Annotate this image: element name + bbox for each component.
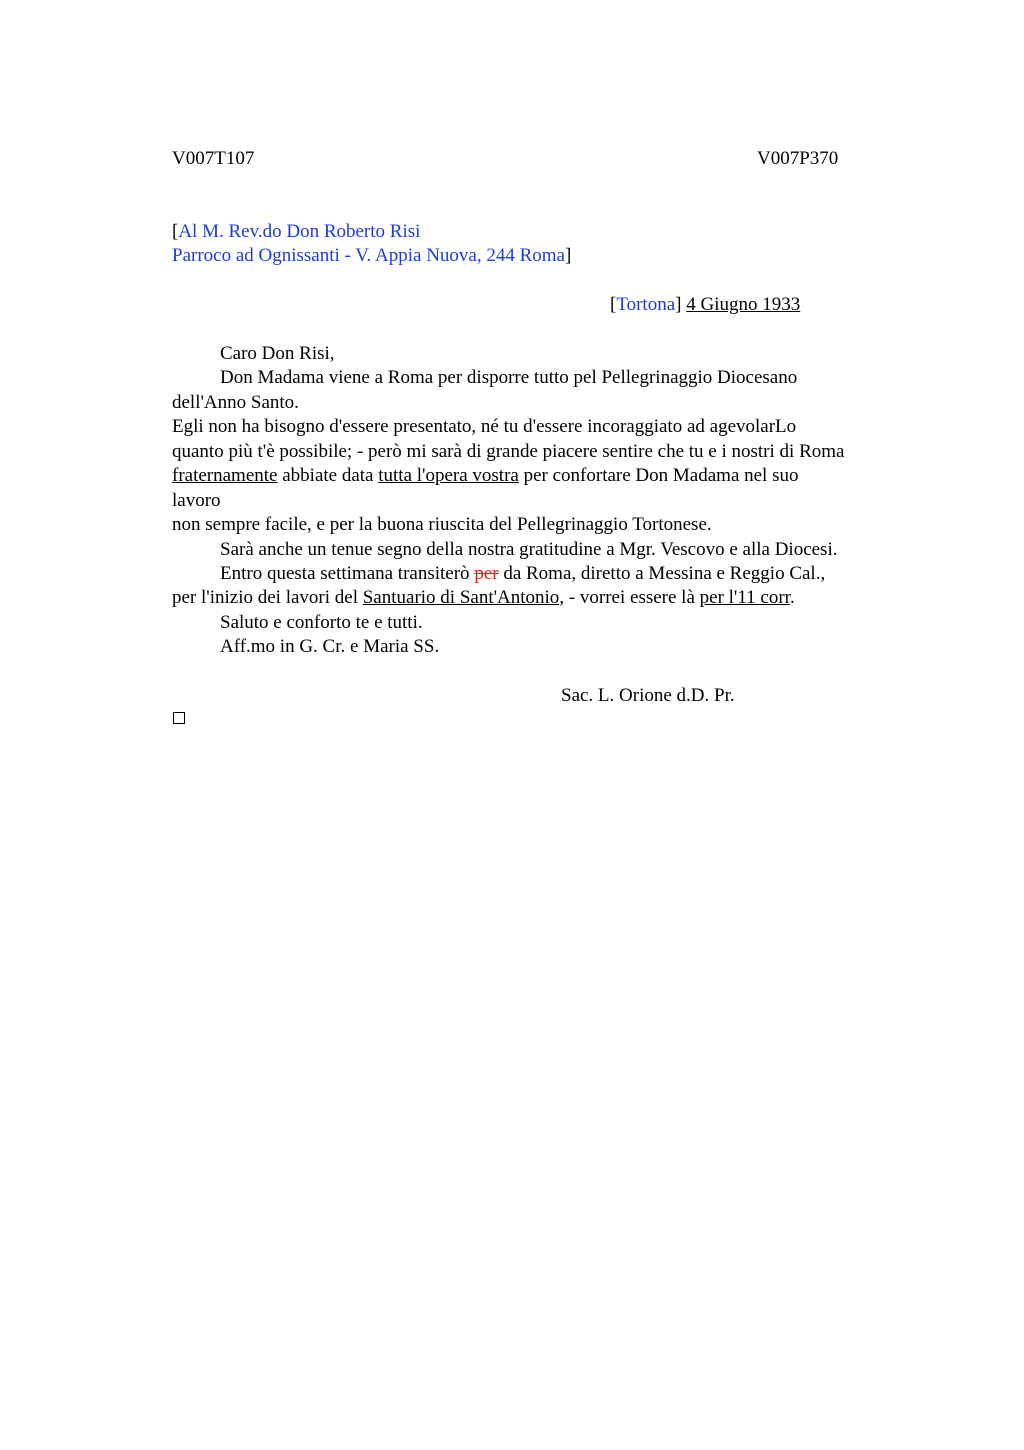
end-of-document-marker	[173, 712, 185, 724]
document-code-right: V007P370	[757, 148, 839, 169]
struck-out-text: per	[474, 563, 499, 584]
dateline-open-bracket: [	[610, 294, 617, 315]
underlined-text: Santuario di Sant'Antonio	[362, 587, 560, 608]
address-line-2	[172, 244, 571, 268]
closing-line: Aff.mo in G. Cr. e Maria SS.	[220, 636, 440, 657]
address-open-bracket: [	[172, 221, 179, 242]
body-text: per confortare Don Madama nel suo	[518, 465, 799, 486]
body-line	[172, 586, 795, 610]
underlined-text: fraternamente	[172, 465, 278, 486]
body-line: lavoro	[172, 490, 221, 511]
body-text: Entro questa settimana transiterò	[220, 563, 475, 584]
underlined-text: per l'11 corr	[699, 587, 790, 608]
body-line	[220, 562, 825, 586]
dateline-place: Tortona	[616, 294, 676, 315]
signature: Sac. L. Orione d.D. Pr.	[561, 685, 735, 706]
body-text: , - vorrei essere là	[559, 587, 700, 608]
address-line-1	[172, 220, 420, 244]
body-text: da Roma, diretto a Messina e Reggio Cal.,	[498, 563, 826, 584]
dateline-date: 4 Giugno 1933	[686, 294, 801, 315]
body-line: quanto più t'è possibile; - però mi sarà di grande piacere sentire che tu e i nostri di Roma	[172, 441, 845, 462]
body-line: Saluto e conforto te e tutti.	[220, 612, 423, 633]
dateline	[610, 293, 800, 317]
body-line: Don Madama viene a Roma per disporre tutto pel Pellegrinaggio Diocesano	[220, 367, 798, 388]
body-text: per l'inizio dei lavori del	[172, 587, 363, 608]
body-line	[172, 464, 798, 488]
body-line: non sempre facile, e per la buona riuscita del Pellegrinaggio Tortonese.	[172, 514, 712, 535]
dateline-close-bracket: ]	[675, 294, 682, 315]
body-line: Egli non ha bisogno d'essere presentato, né tu d'essere incoraggiato ad agevolarLo	[172, 416, 797, 437]
address-location: Parroco ad Ognissanti - V. Appia Nuova, 244 Roma	[172, 245, 565, 266]
body-text: abbiate data	[277, 465, 379, 486]
body-line: dell'Anno Santo.	[172, 392, 299, 413]
body-line: Sarà anche un tenue segno della nostra gratitudine a Mgr. Vescovo e alla Diocesi.	[220, 539, 838, 560]
document-code-left: V007T107	[172, 148, 255, 169]
salutation: Caro Don Risi,	[220, 343, 335, 364]
body-text: .	[789, 587, 795, 608]
address-recipient: Al M. Rev.do Don Roberto Risi	[178, 221, 421, 242]
address-close-bracket: ]	[564, 245, 572, 266]
underlined-text: tutta l'opera vostra	[378, 465, 519, 486]
